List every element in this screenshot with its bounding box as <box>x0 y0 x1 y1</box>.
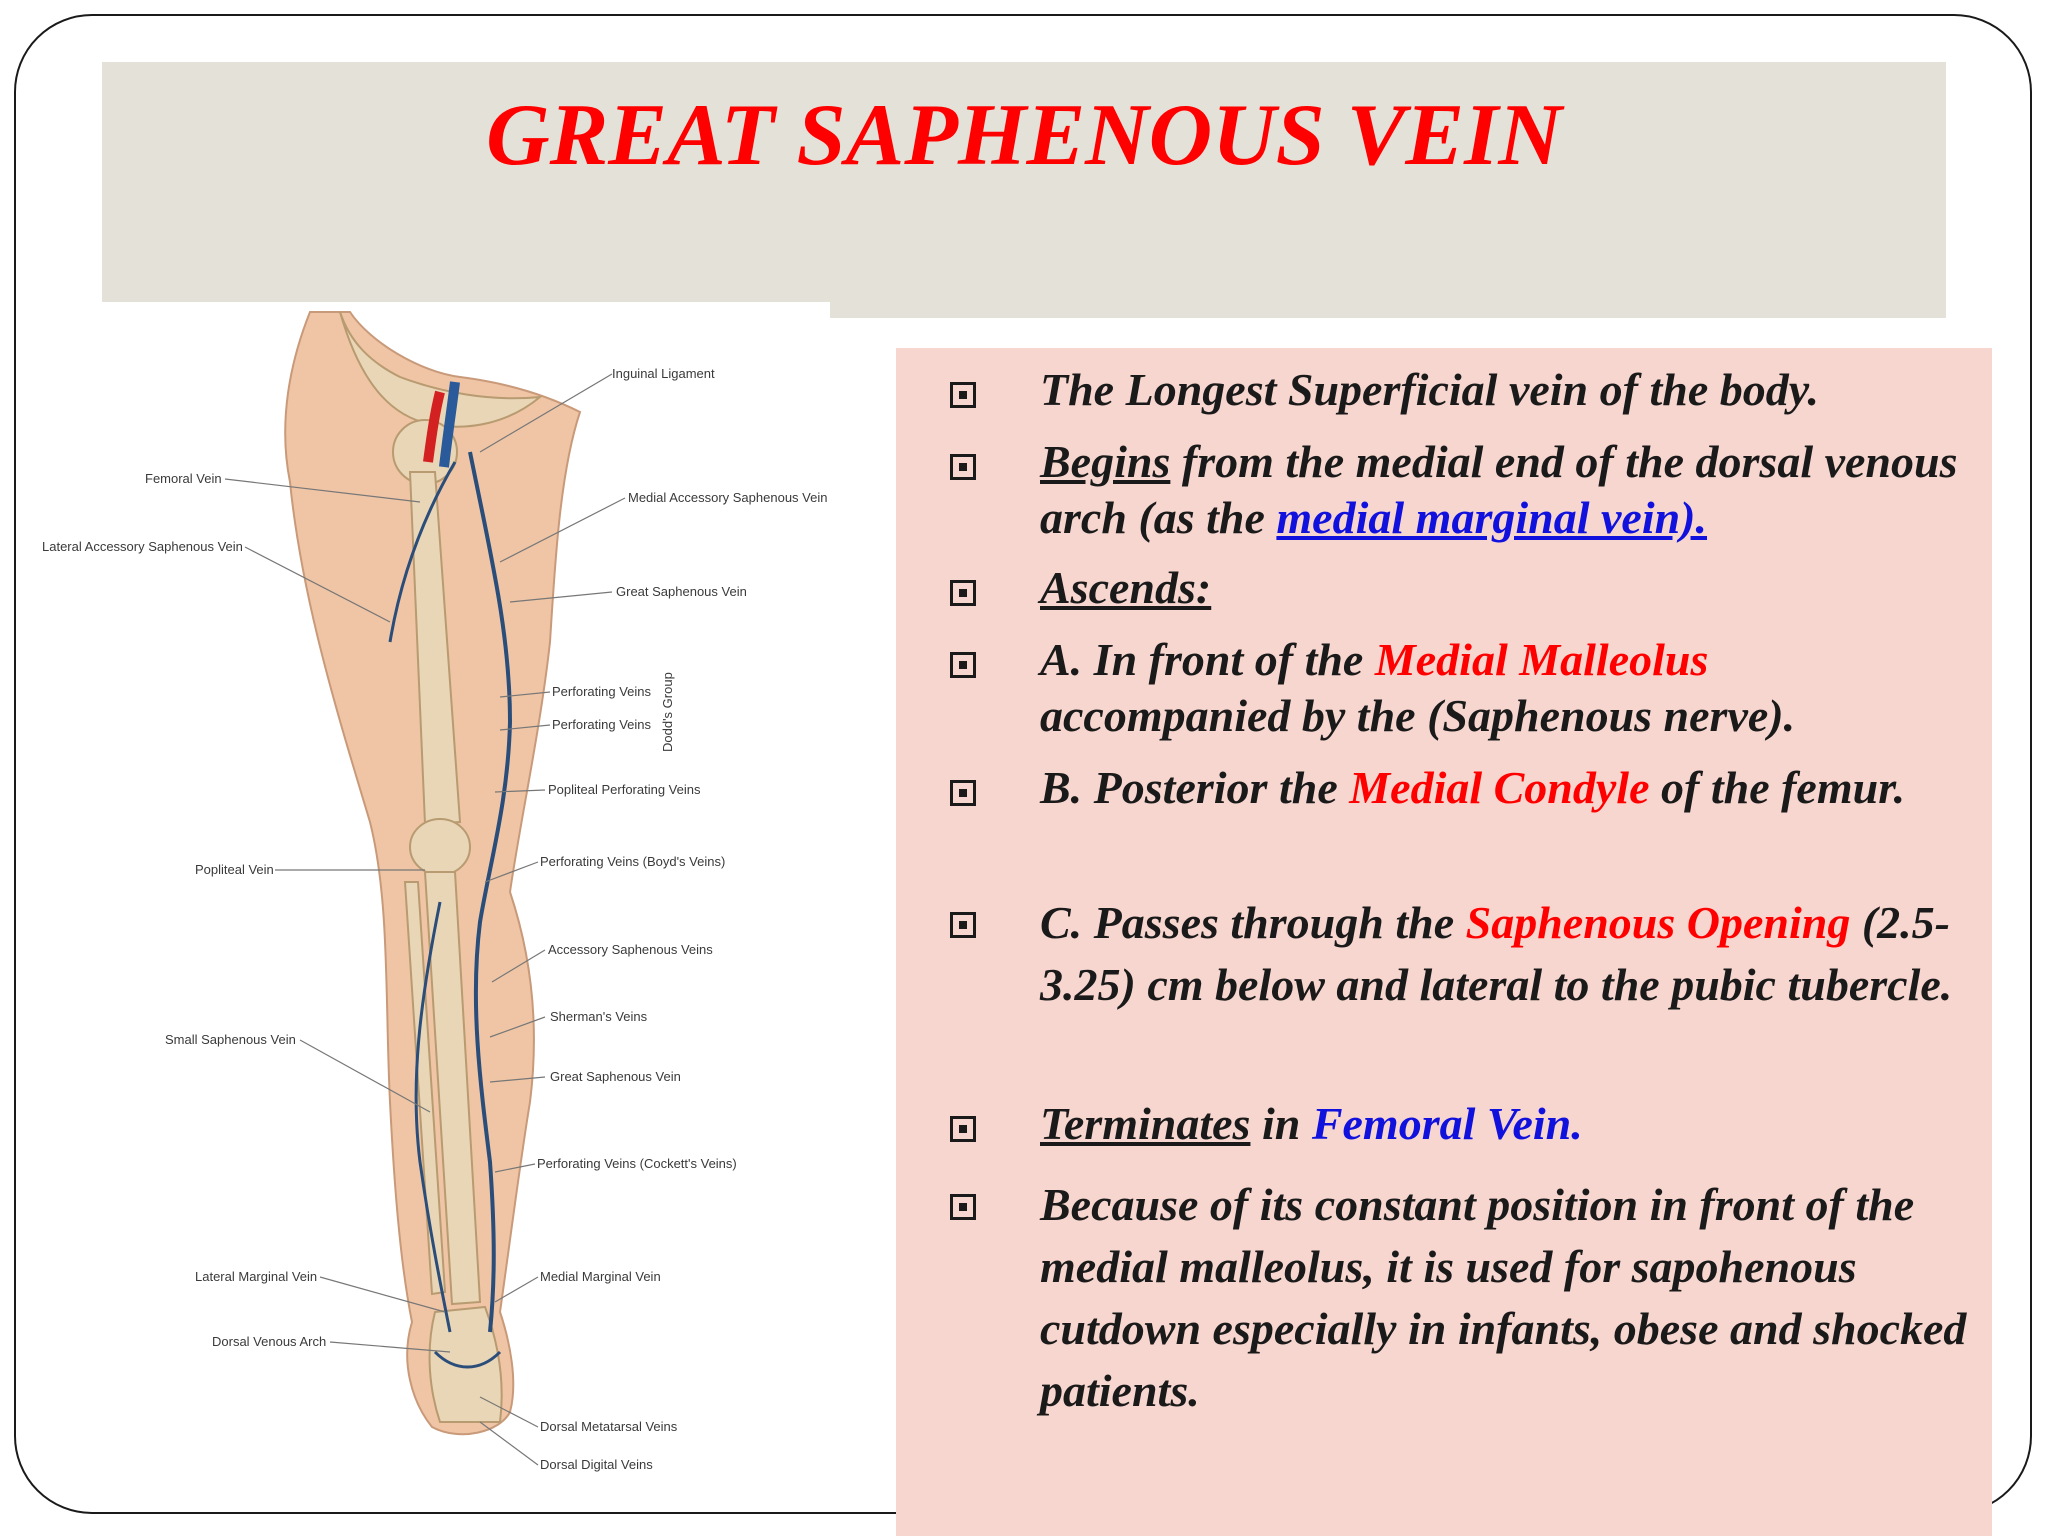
bullet-text: Terminates in Femoral Vein. <box>1040 1098 1583 1149</box>
label-dorsal-metatarsal-veins: Dorsal Metatarsal Veins <box>540 1419 678 1434</box>
label-cocketts-veins: Perforating Veins (Cockett's Veins) <box>537 1156 737 1171</box>
square-bullet-icon <box>950 382 976 408</box>
label-dorsal-digital-veins: Dorsal Digital Veins <box>540 1457 653 1472</box>
label-medial-accessory-saphenous-vein: Medial Accessory Saphenous Vein <box>628 490 828 505</box>
square-bullet-icon <box>950 454 976 480</box>
label-perforating-veins-1: Perforating Veins <box>552 684 652 699</box>
label-medial-marginal-vein: Medial Marginal Vein <box>540 1269 661 1284</box>
text-panel <box>896 348 1992 1536</box>
square-bullet-icon <box>950 580 976 606</box>
square-bullet-icon <box>950 912 976 938</box>
label-small-saphenous-vein: Small Saphenous Vein <box>165 1032 296 1047</box>
leg-anatomy-figure <box>40 302 830 1480</box>
label-lateral-marginal-vein: Lateral Marginal Vein <box>195 1269 318 1284</box>
label-inguinal-ligament: Inguinal Ligament <box>612 366 715 381</box>
label-shermans-veins: Sherman's Veins <box>550 1009 648 1024</box>
label-great-saphenous-vein-upper: Great Saphenous Vein <box>616 584 747 599</box>
bullet-text: B. Posterior the Medial Condyle of the femur. <box>1040 762 1906 813</box>
medial-marginal-vein-link[interactable]: medial marginal vein). <box>1276 492 1708 543</box>
label-dorsal-venous-arch: Dorsal Venous Arch <box>212 1334 327 1349</box>
label-accessory-saphenous-veins: Accessory Saphenous Veins <box>548 942 713 957</box>
bullet-text: C. Passes through the Saphenous Opening (2.5-3.25) cm below and lateral to the pubic tubercle. <box>1040 897 1953 1010</box>
label-boyds-veins: Perforating Veins (Boyd's Veins) <box>540 854 726 869</box>
label-popliteal-perforating-veins: Popliteal Perforating Veins <box>548 782 701 797</box>
label-lateral-accessory-saphenous-vein: Lateral Accessory Saphenous Vein <box>42 539 243 554</box>
bullet-text: Ascends: <box>1040 562 1212 613</box>
square-bullet-icon <box>950 780 976 806</box>
slide-title: GREAT SAPHENOUS VEIN <box>486 87 1562 184</box>
bullet-text: Because of its constant position in front of the medial malleolus, it is used for sapohenous cutdown especially in infants, obese and shocked patients. <box>1040 1179 1967 1416</box>
knee-joint <box>410 819 470 875</box>
bullet-text: The Longest Superficial vein of the body. <box>1040 364 1819 415</box>
bullet-text: A. In front of the Medial Malleolus accompanied by the (Saphenous nerve). <box>1040 634 1796 741</box>
label-perforating-veins-2: Perforating Veins <box>552 717 652 732</box>
label-popliteal-vein: Popliteal Vein <box>195 862 274 877</box>
label-dodds-group: Dodd's Group <box>660 672 675 752</box>
leg-venous-anatomy-illustration <box>40 302 830 1480</box>
square-bullet-icon <box>950 652 976 678</box>
square-bullet-icon <box>950 1116 976 1142</box>
label-great-saphenous-vein-lower: Great Saphenous Vein <box>550 1069 681 1084</box>
square-bullet-icon <box>950 1194 976 1220</box>
bullet-text: Begins from the medial end of the dorsal venous arch (as the medial marginal vein). <box>1040 436 1958 543</box>
label-femoral-vein: Femoral Vein <box>145 471 222 486</box>
